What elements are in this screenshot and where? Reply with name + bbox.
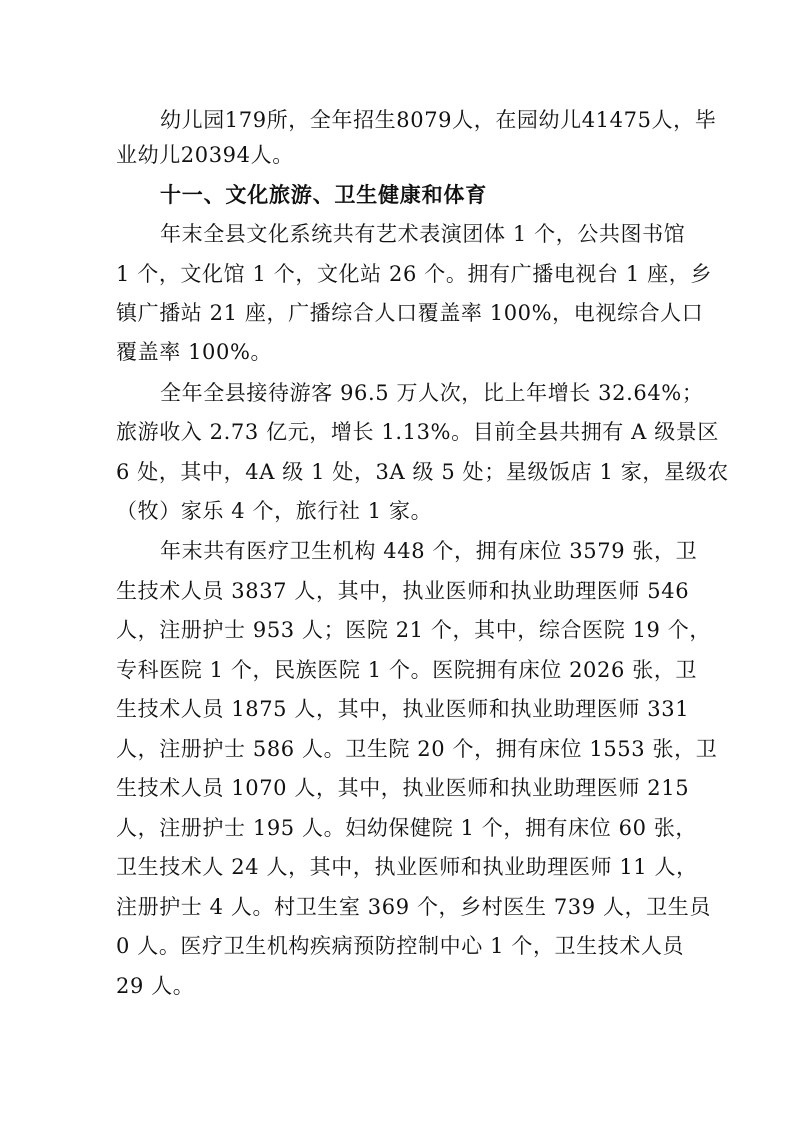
text-line: 人，注册护士 586 人。卫生院 20 个，拥有床位 1553 张，卫 <box>116 737 718 761</box>
text-line: 旅游收入 2.73 亿元，增长 1.13%。目前全县共拥有 A 级景区 <box>116 420 720 444</box>
text-line: 生技术人员 3837 人，其中，执业医师和执业助理医师 546 <box>116 579 690 603</box>
text-line: 覆盖率 100%。 <box>116 340 273 364</box>
text-line: 注册护士 4 人。村卫生室 369 个，乡村医生 739 人，卫生员 <box>116 895 711 919</box>
text-line: 人，注册护士 953 人；医院 21 个，其中，综合医院 19 个， <box>116 618 711 642</box>
text-line: 年末共有医疗卫生机构 448 个，拥有床位 3579 张，卫 <box>160 539 698 563</box>
text-line: 生技术人员 1070 人，其中，执业医师和执业助理医师 215 <box>116 776 690 800</box>
text-line: 全年全县接待游客 96.5 万人次，比上年增长 32.64%； <box>160 381 704 405</box>
text-line: 业幼儿20394人。 <box>116 143 294 167</box>
text-line: 人，注册护士 195 人。妇幼保健院 1 个，拥有床位 60 张， <box>116 816 698 840</box>
section-heading: 十一、文化旅游、卫生健康和体育 <box>160 183 487 207</box>
text-line: 1 个，文化馆 1 个，文化站 26 个。拥有广播电视台 1 座，乡 <box>116 262 712 286</box>
text-line: （牧）家乐 4 个，旅行社 1 家。 <box>116 499 433 523</box>
text-line: 29 人。 <box>116 974 195 998</box>
text-line: 年末全县文化系统共有艺术表演团体 1 个，公共图书馆 <box>160 222 686 246</box>
text-line: 卫生技术人 24 人，其中，执业医师和执业助理医师 11 人， <box>116 855 698 879</box>
text-line: 幼儿园179所，全年招生8079人，在园幼儿41475人，毕 <box>160 108 717 132</box>
text-line: 镇广播站 21 座，广播综合人口覆盖率 100%，电视综合人口 <box>116 301 704 325</box>
text-line: 6 处，其中，4A 级 1 处，3A 级 5 处；星级饭店 1 家，星级农 <box>116 460 729 484</box>
text-line: 生技术人员 1875 人，其中，执业医师和执业助理医师 331 <box>116 697 690 721</box>
text-line: 专科医院 1 个，民族医院 1 个。医院拥有床位 2026 张，卫 <box>116 658 698 682</box>
text-line: 0 人。医疗卫生机构疾病预防控制中心 1 个，卫生技术人员 <box>116 934 685 958</box>
